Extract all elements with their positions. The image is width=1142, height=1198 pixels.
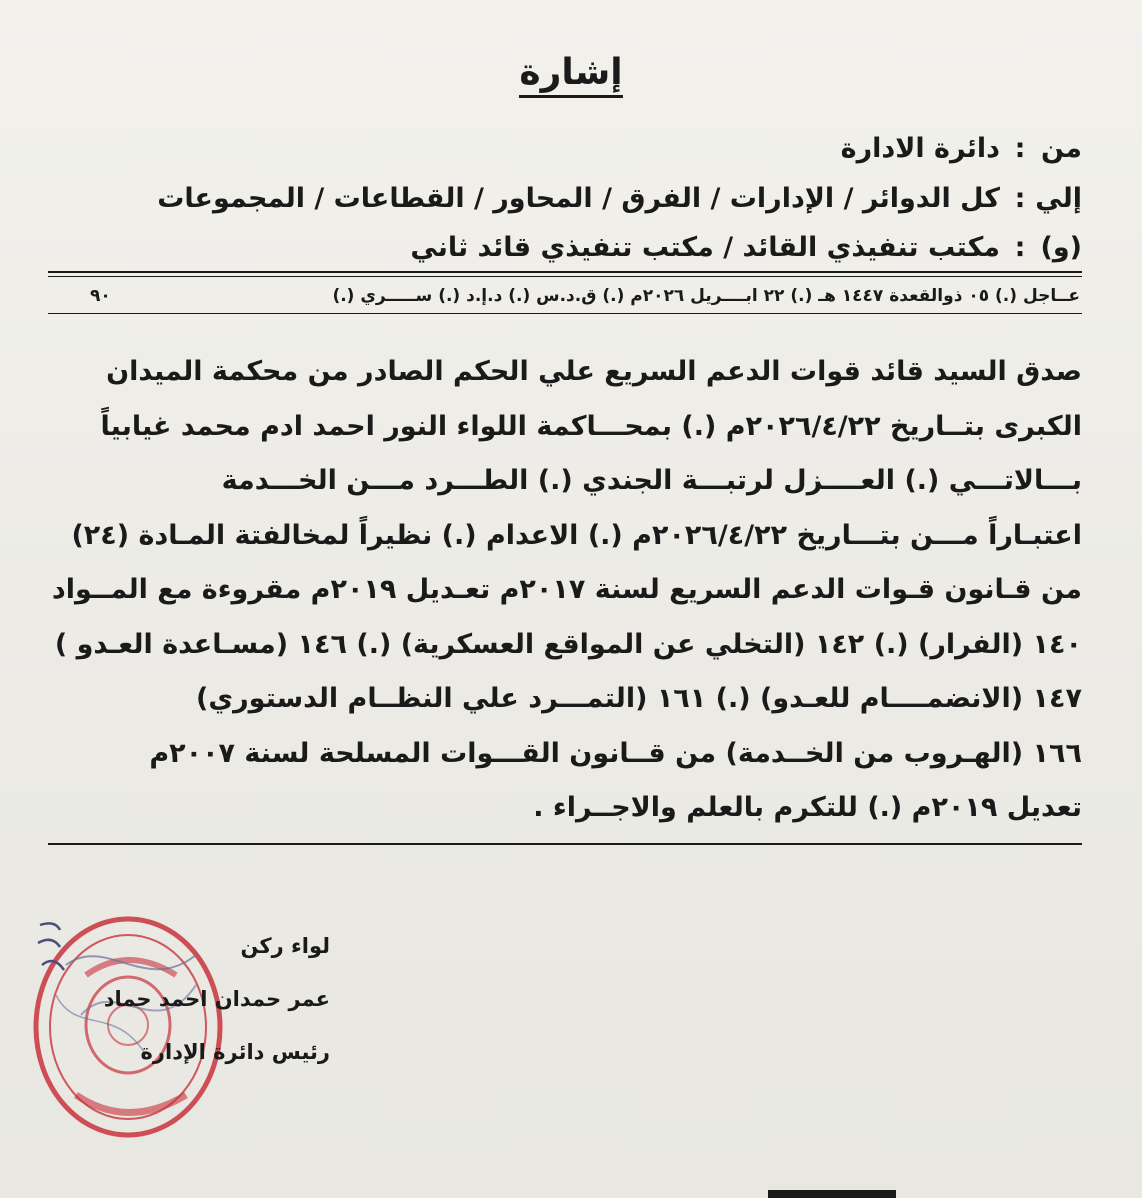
body-line: بـــالاتـــي (.) العــــزل لرتبـــة الجندي (.) الطـــرد مـــن الخـــدمة (221, 465, 1082, 496)
cc-label: (و) (1040, 232, 1082, 263)
to-row: إلي:كل الدوائر / الإدارات / الفرق / المحاور / القطاعات / المجموعات (157, 183, 1082, 214)
header-divider-top-thin (48, 276, 1082, 277)
body-line: تعديل ٢٠١٩م (.) للتكرم بالعلم والاجــراء . (533, 792, 1082, 823)
signatory-name: عمر حمدان احمد حماد (103, 987, 330, 1011)
signatory-position: رئيس دائرة الإدارة (140, 1040, 330, 1064)
body-line: من قـانون قـوات الدعم السريع لسنة ٢٠١٧م تعـديل ٢٠١٩م مقروءة مع المــواد (51, 574, 1082, 605)
signatory-rank: لواء ركن (240, 934, 330, 958)
header-divider-bottom (48, 313, 1082, 314)
from-row: من:دائرة الادارة (840, 133, 1082, 164)
body-line: ١٤٧ (الانضمــــام للعـدو) (.) ١٦١ (التمـــرد علي النظــام الدستوري) (196, 683, 1082, 714)
document-title: إشارة (0, 52, 1142, 93)
cc-value: مكتب تنفيذي القائد / مكتب تنفيذي قائد ثاني (410, 232, 1000, 263)
cc-row: (و):مكتب تنفيذي القائد / مكتب تنفيذي قائد ثاني (410, 232, 1082, 263)
to-label: إلي (1035, 183, 1082, 214)
header-divider-top (48, 271, 1082, 273)
to-value: كل الدوائر / الإدارات / الفرق / المحاور / القطاعات / المجموعات (157, 183, 1000, 214)
signature-block (30, 920, 330, 1079)
reference-text: عــاجل (.) ٠٥ ذوالقعدة ١٤٤٧ هـ (.) ٢٢ ابــــريل ٢٠٢٦م (.) ق.د.س (.) د.إ.د (.) ســـــري (.) (332, 286, 1080, 306)
body-divider (48, 843, 1082, 845)
from-value: دائرة الادارة (840, 133, 1000, 164)
body-line: ١٦٦ (الهـروب من الخــدمة) من قــانون القـــوات المسلحة لسنة ٢٠٠٧م (149, 737, 1082, 769)
body-line: ١٤٠ (الفرار) (.) ١٤٢ (التخلي عن المواقع العسكرية) (.) ١٤٦ (مسـاعدة العـدو ) (54, 628, 1082, 660)
message-body (42, 345, 1082, 836)
reference-line (90, 286, 1080, 306)
body-line: اعتبـاراً مـــن بتـــاريخ ٢٠٢٦/٤/٢٢م (.) الاعدام (.) نظيراً لمخالفتة المـادة (٢٤) (71, 519, 1082, 551)
body-line: صدق السيد قائد قوات الدعم السريع علي الحكم الصادر من محكمة الميدان (106, 356, 1082, 387)
reference-number: ٩٠ (90, 286, 111, 306)
scan-artifact-bar (768, 1190, 896, 1198)
from-label: من (1040, 133, 1082, 164)
body-line: الكبرى بتــاريخ ٢٠٢٦/٤/٢٢م (.) بمحـــاكمة اللواء النور احمد ادم محمد غيابياً (100, 410, 1082, 442)
